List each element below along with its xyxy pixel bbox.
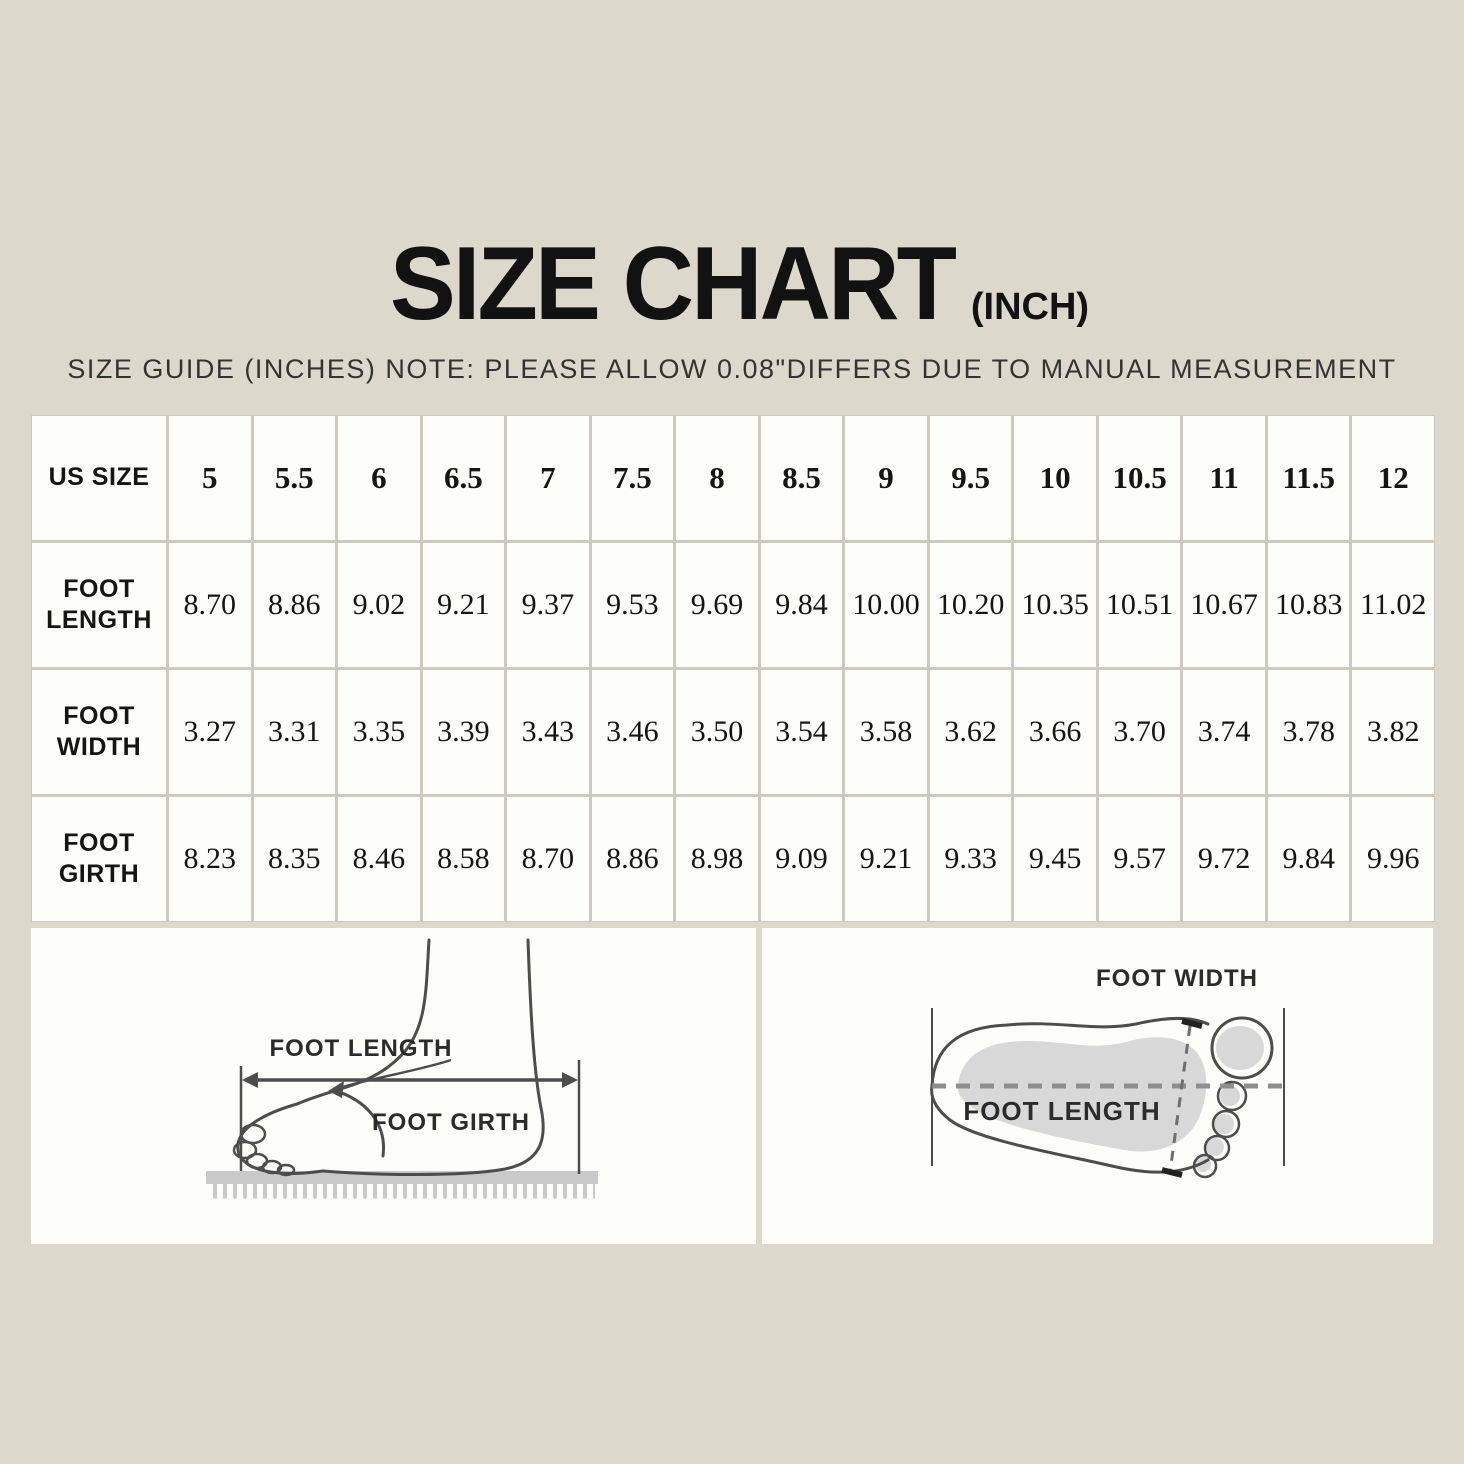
measurement-value: 8.46: [338, 797, 420, 921]
measurement-value: 9.37: [507, 543, 589, 667]
measurement-value: 9.72: [1183, 797, 1265, 921]
us-size-value: 10.5: [1099, 416, 1181, 540]
measurement-value: 3.35: [338, 670, 420, 794]
measurement-value: 9.09: [761, 797, 843, 921]
foot-girth-label: FOOT GIRTH: [372, 1109, 530, 1136]
measurement-value: 10.20: [930, 543, 1012, 667]
measurement-value: 10.51: [1099, 543, 1181, 667]
us-size-value: 8.5: [761, 416, 843, 540]
row-header-us-size: US SIZE: [32, 416, 166, 540]
foot-length-label: FOOT LENGTH: [963, 1096, 1161, 1126]
row-header: FOOT GIRTH: [32, 797, 166, 921]
foot-side-view-panel: [31, 928, 756, 1244]
us-size-value: 12: [1352, 416, 1434, 540]
us-size-value: 11: [1183, 416, 1265, 540]
page-title-unit: (INCH): [970, 286, 1090, 328]
measurement-value: 9.02: [338, 543, 420, 667]
measurement-value: 9.53: [592, 543, 674, 667]
us-size-value: 9.5: [930, 416, 1012, 540]
foot-width-label: FOOT WIDTH: [1096, 965, 1258, 992]
measurement-value: 3.43: [507, 670, 589, 794]
measurement-diagrams: [31, 928, 1433, 1244]
us-size-value: 7.5: [592, 416, 674, 540]
measurement-value: 9.57: [1099, 797, 1181, 921]
measurement-value: 9.84: [1268, 797, 1350, 921]
measurement-value: 9.84: [761, 543, 843, 667]
measurement-value: 10.83: [1268, 543, 1350, 667]
measurement-value: 8.70: [507, 797, 589, 921]
measurement-value: 8.58: [423, 797, 505, 921]
us-size-value: 9: [845, 416, 927, 540]
page-title: SIZE CHART: [389, 226, 955, 342]
measurement-value: 3.82: [1352, 670, 1434, 794]
foot-length-label: FOOT LENGTH: [269, 1035, 453, 1062]
us-size-value: 11.5: [1268, 416, 1350, 540]
measurement-value: 3.58: [845, 670, 927, 794]
measurement-value: 8.70: [169, 543, 251, 667]
measurement-value: 9.96: [1352, 797, 1434, 921]
measurement-value: 9.21: [423, 543, 505, 667]
row-header: FOOT LENGTH: [32, 543, 166, 667]
us-size-value: 10: [1014, 416, 1096, 540]
measurement-value: 11.02: [1352, 543, 1434, 667]
measurement-value: 8.35: [254, 797, 336, 921]
us-size-value: 7: [507, 416, 589, 540]
measurement-value: 3.27: [169, 670, 251, 794]
subtitle-note: SIZE GUIDE (INCHES) NOTE: PLEASE ALLOW 0.08"DIFFERS DUE TO MANUAL MEASUREMENT: [67, 354, 1397, 384]
measurement-value: 9.33: [930, 797, 1012, 921]
row-header: FOOT WIDTH: [32, 670, 166, 794]
foot-length-arrow-icon: [242, 1072, 578, 1088]
header: [0, 0, 1464, 385]
measurement-value: 10.00: [845, 543, 927, 667]
size-table: [31, 415, 1435, 922]
measurement-value: 3.54: [761, 670, 843, 794]
measurement-value: 9.69: [676, 543, 758, 667]
measurement-value: 3.31: [254, 670, 336, 794]
measurement-value: 8.98: [676, 797, 758, 921]
measurement-value: 8.86: [254, 543, 336, 667]
us-size-value: 5.5: [254, 416, 336, 540]
measurement-value: 3.46: [592, 670, 674, 794]
measurement-value: 9.45: [1014, 797, 1096, 921]
us-size-value: 6: [338, 416, 420, 540]
us-size-value: 6.5: [423, 416, 505, 540]
footprint-illustration: [762, 928, 1433, 1244]
measurement-value: 3.50: [676, 670, 758, 794]
title-line: [0, 225, 1464, 344]
measurement-value: 8.23: [169, 797, 251, 921]
measurement-value: 10.67: [1183, 543, 1265, 667]
measurement-value: 10.35: [1014, 543, 1096, 667]
foot-side-view-illustration: [31, 928, 756, 1244]
measurement-value: 8.86: [592, 797, 674, 921]
measurement-value: 3.62: [930, 670, 1012, 794]
footprint-panel: [762, 928, 1433, 1244]
measurement-value: 3.70: [1099, 670, 1181, 794]
measurement-value: 3.78: [1268, 670, 1350, 794]
measurement-value: 3.66: [1014, 670, 1096, 794]
measurement-value: 3.39: [423, 670, 505, 794]
measurement-value: 3.74: [1183, 670, 1265, 794]
measurement-value: 9.21: [845, 797, 927, 921]
us-size-value: 8: [676, 416, 758, 540]
us-size-value: 5: [169, 416, 251, 540]
